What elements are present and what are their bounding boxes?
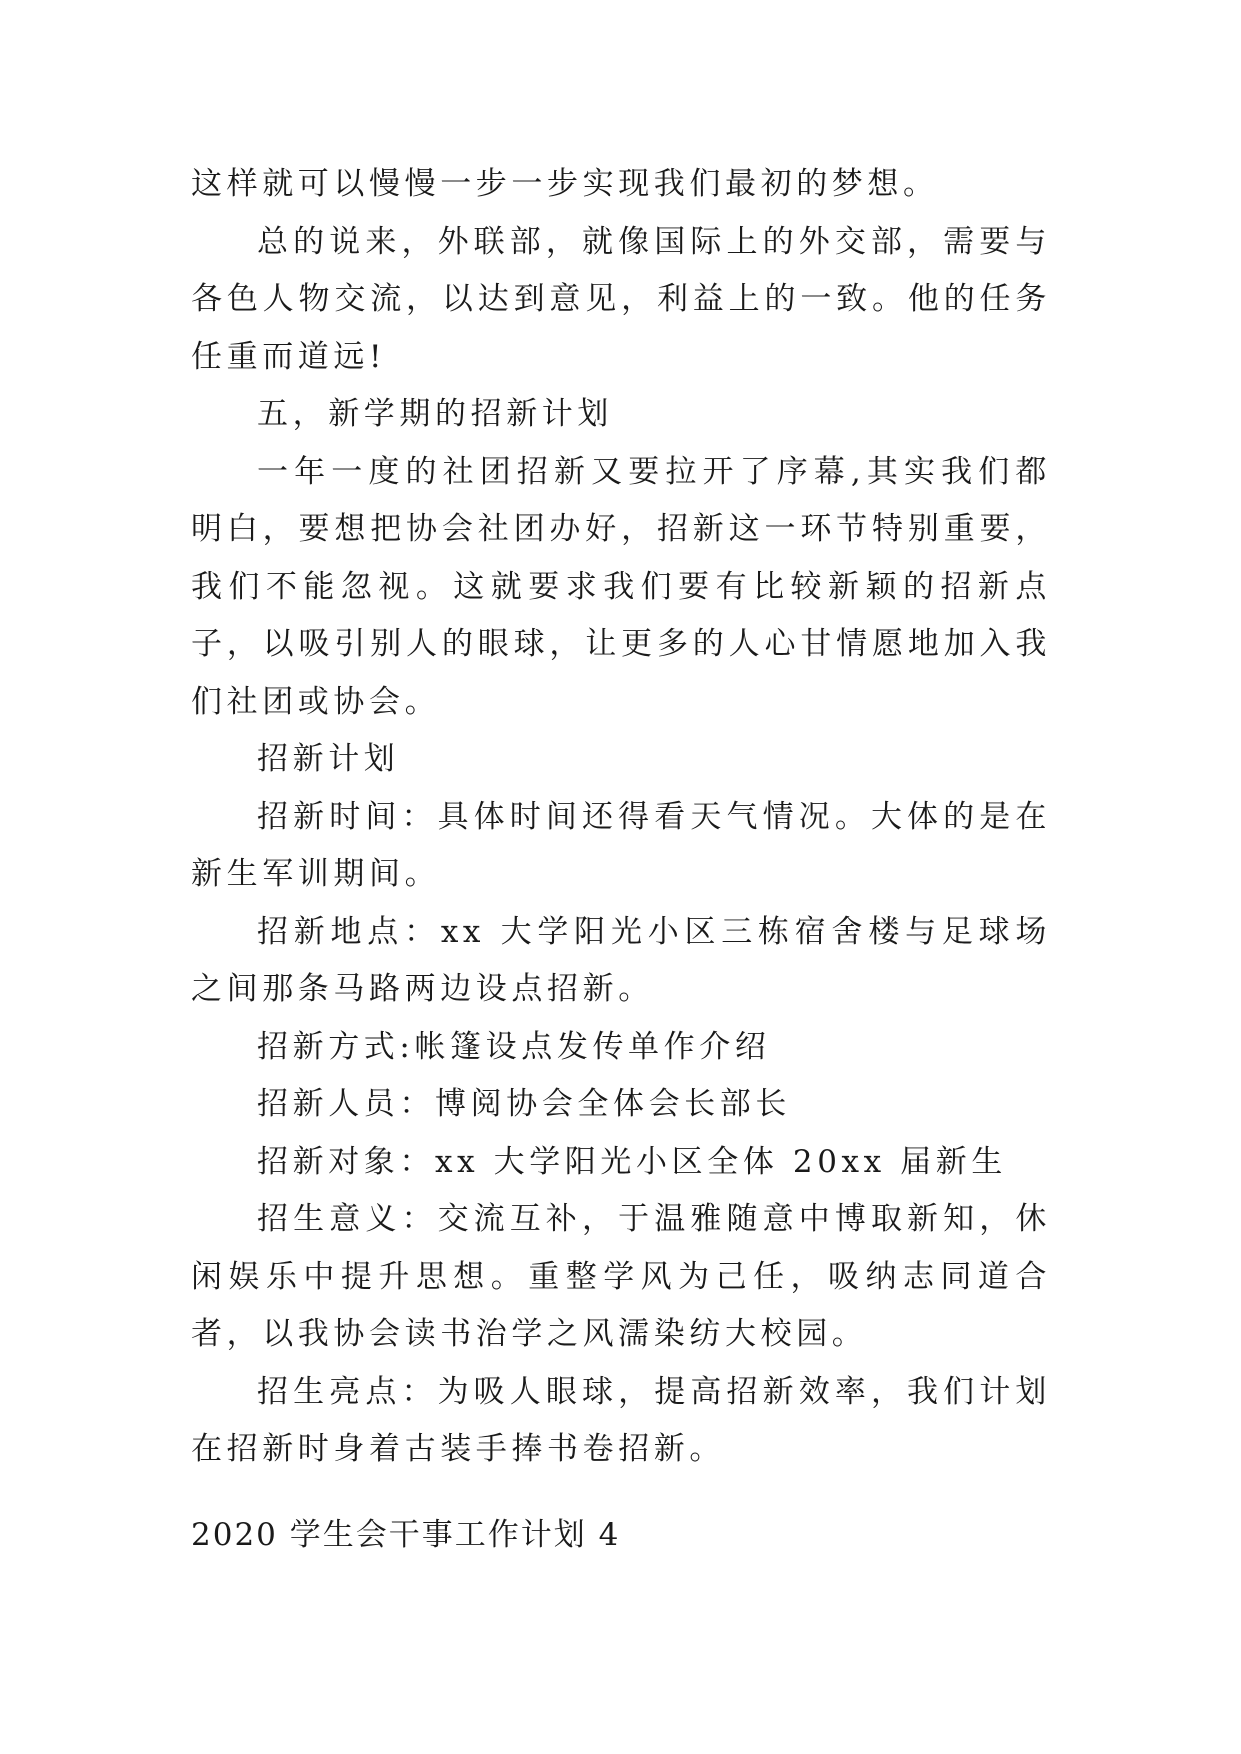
paragraph-section-five-title: 五，新学期的招新计划	[257, 396, 613, 432]
paragraph-recruitment-intro: 一年一度的社团招新又要拉开了序幕,其实我们都明白，要想把协会社团办好，招新这一环节特别重要，我们不能忽视。这就要求我们要有比较新颖的招新点子，以吸引别人的眼球，让更多的人心甘情愿地加入我们社团或协会。	[191, 453, 1051, 720]
section-heading: 2020 学生会干事工作计划 4	[191, 1517, 621, 1553]
paragraph-recruitment-location: 招新地点：xx 大学阳光小区三栋宿舍楼与足球场之间那条马路两边设点招新。	[191, 913, 1051, 1007]
paragraph-recruitment-time: 招新时间：具体时间还得看天气情况。大体的是在新生军训期间。	[191, 798, 1051, 892]
paragraph-recruitment-target: 招新对象：xx 大学阳光小区全体 20xx 届新生	[257, 1143, 1007, 1180]
paragraph-recruitment-staff: 招新人员：博阅协会全体会长部长	[257, 1086, 791, 1122]
paragraph-recruitment-highlight: 招生亮点：为吸人眼球，提高招新效率，我们计划在招新时身着古装手捧书卷招新。	[191, 1373, 1051, 1467]
paragraph-recruitment-method: 招新方式:帐篷设点发传单作介绍	[257, 1028, 771, 1065]
paragraph-recruitment-plan-title: 招新计划	[257, 741, 400, 777]
paragraph-continuation: 这样就可以慢慢一步一步实现我们最初的梦想。	[191, 166, 939, 202]
paragraph-liaison-summary: 总的说来，外联部，就像国际上的外交部，需要与各色人物交流，以达到意见，利益上的一致。他的任务任重而道远!	[191, 223, 1051, 375]
document-body	[191, 156, 1051, 1479]
paragraph-recruitment-significance: 招生意义：交流互补，于温雅随意中博取新知，休闲娱乐中提升思想。重整学风为己任，吸纳志同道合者，以我协会读书治学之风濡染纺大校园。	[191, 1201, 1051, 1352]
